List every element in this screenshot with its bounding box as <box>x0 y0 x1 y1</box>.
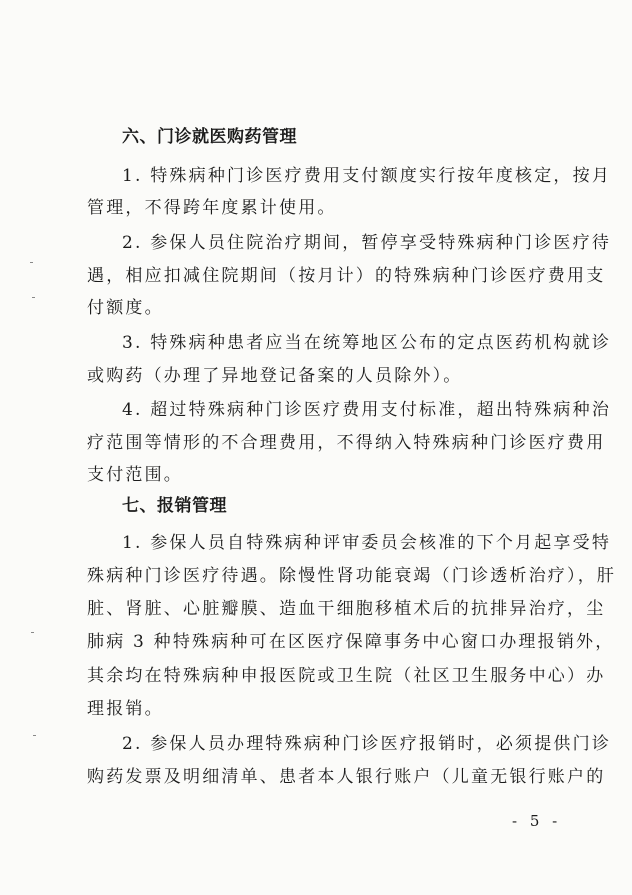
paragraph-line: 管理，不得跨年度累计使用。 <box>87 198 337 218</box>
paragraph-line: 肺病 3 种特殊病种可在区医疗保障事务中心窗口办理报销外， <box>87 632 615 652</box>
paragraph-line: 付额度。 <box>87 298 164 318</box>
paragraph-line: 殊病种门诊医疗待遇。除慢性肾功能衰竭（门诊透析治疗），肝 <box>87 566 617 586</box>
scan-speck <box>33 735 36 736</box>
paragraph-line: 1. 特殊病种门诊医疗费用支付额度实行按年度核定，按月 <box>122 166 612 186</box>
paragraph-line: 其余均在特殊病种申报医院或卫生院（社区卫生服务中心）办 <box>87 666 606 686</box>
paragraph-line: 遇，相应扣减住院期间（按月计）的特殊病种门诊医疗费用支 <box>87 266 606 286</box>
paragraph-line: 购药发票及明细清单、患者本人银行账户（儿童无银行账户的 <box>87 767 606 787</box>
paragraph-line: 4. 超过特殊病种门诊医疗费用支付标准，超出特殊病种治 <box>122 400 612 420</box>
paragraph-line: 1. 参保人员自特殊病种评审委员会核准的下个月起享受特 <box>122 533 612 553</box>
paragraph-line: 疗范围等情形的不合理费用，不得纳入特殊病种门诊医疗费用 <box>87 433 606 453</box>
paragraph-line: 2. 参保人员办理特殊病种门诊医疗报销时，必须提供门诊 <box>122 734 612 754</box>
paragraph-line: 或购药（办理了异地登记备案的人员除外）。 <box>87 366 463 386</box>
paragraph-line: 2. 参保人员住院治疗期间，暂停享受特殊病种门诊医疗待 <box>122 233 612 253</box>
paragraph-line: 理报销。 <box>87 699 164 719</box>
section-heading-reimbursement: 七、报销管理 <box>122 496 227 516</box>
scan-speck <box>32 297 35 298</box>
paragraph-line: 脏、肾脏、心脏瓣膜、造血干细胞移植术后的抗排异治疗，尘 <box>87 599 606 619</box>
scan-speck <box>30 262 33 263</box>
page-number: - 5 - <box>512 812 562 830</box>
paragraph-line: 支付范围。 <box>87 465 183 485</box>
scan-speck <box>31 632 34 633</box>
section-heading-outpatient: 六、门诊就医购药管理 <box>122 127 297 147</box>
paragraph-line: 3. 特殊病种患者应当在统筹地区公布的定点医药机构就诊 <box>122 333 612 353</box>
